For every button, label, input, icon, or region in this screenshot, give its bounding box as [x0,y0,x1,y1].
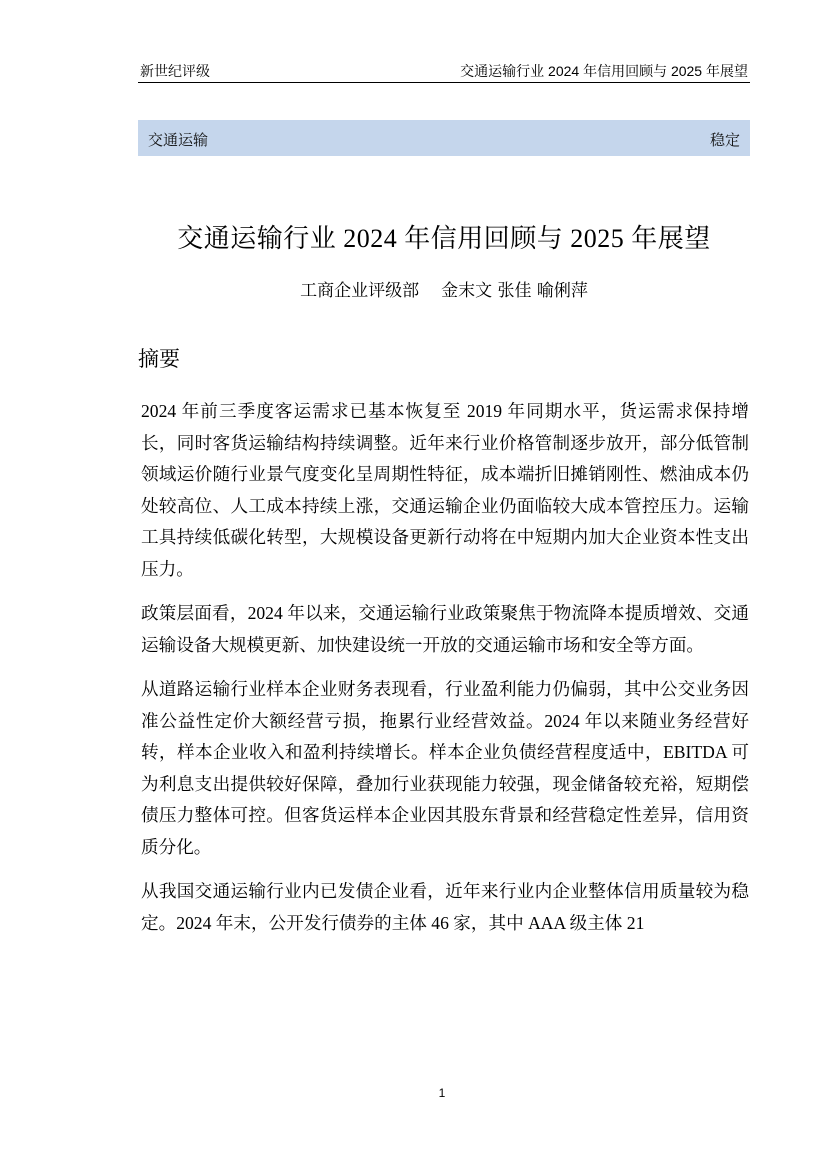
abstract-body [141,396,749,952]
author-names: 金末文 张佳 喻俐萍 [441,281,588,301]
report-title: 交通运输行业 2024 年信用回顾与 2025 年展望 [177,224,711,253]
header-report-title: 交通运输行业 2024 年信用回顾与 2025 年展望 [460,63,748,79]
agency-name: 新世纪评级 [140,63,210,79]
page-number: 1 [438,1086,446,1100]
department-name: 工商企业评级部 [300,281,420,301]
paragraph: 2024 年前三季度客运需求已基本恢复至 2019 年同期水平，货运需求保持增长，同时客货运输结构持续调整。近年来行业价格管制逐步放开，部分低管制领域运价随行业景气度变化呈周期性特征，成本端折旧摊销刚性、燃油成本仍处较高位、人工成本持续上涨，交通运输企业仍面临较大成本管控压力。运输工具持续低碳化转型，大规模设备更新行动将在中短期内加大企业资本性支出压力。 [141,401,749,579]
paragraph: 政策层面看，2024 年以来，交通运输行业政策聚焦于物流降本提质增效、交通运输设备大规模更新、加快建设统一开放的交通运输市场和安全等方面。 [141,603,749,655]
paragraph: 从我国交通运输行业内已发债企业看，近年来行业内企业整体信用质量较为稳定。2024 年末，公开发行债券的主体 46 家，其中 AAA 级主体 21 [141,881,749,933]
section-heading: 摘要 [138,348,180,371]
industry-label: 交通运输 [148,132,209,149]
outlook-label: 稳定 [709,132,740,149]
running-header [138,58,750,83]
category-bar [138,120,750,156]
paragraph: 从道路运输行业样本企业财务表现看，行业盈利能力仍偏弱，其中公交业务因准公益性定价大额经营亏损，拖累行业经营效益。2024 年以来随业务经营好转，样本企业收入和盈利持续增长。样本企业负债经营程度适中，EBITDA 可为利息支出提供较好保障，叠加行业获现能力较强，现金储备较充裕，短期偿债压力整体可控。但客货运样本企业因其股东背景和经营稳定性差异，信用资质分化。 [141,679,749,857]
authors-line [138,276,750,301]
